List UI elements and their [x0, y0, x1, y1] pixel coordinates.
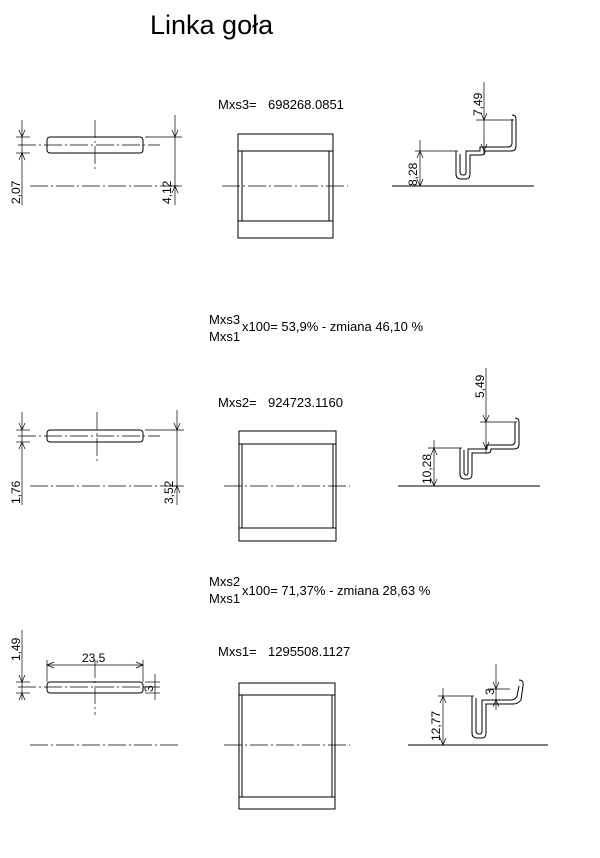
- ratio-2: [209, 574, 431, 606]
- cross-section-2: [9, 410, 184, 505]
- dim-label: 23,5: [82, 651, 106, 665]
- dim-label: 3: [483, 688, 497, 695]
- mxs-value: 698268.0851: [268, 97, 344, 112]
- ratio-1: [209, 312, 423, 344]
- dim-label: 4,12: [160, 180, 174, 204]
- dim-label: 3: [142, 685, 156, 692]
- dim-label: 7,49: [471, 92, 485, 116]
- dim-label: 1,49: [9, 637, 23, 661]
- mxs-label: Mxs1=: [218, 644, 257, 659]
- mxs-label: Mxs3=: [218, 97, 257, 112]
- dim-label: 3,52: [162, 480, 176, 504]
- dim-label: 5,49: [473, 374, 487, 398]
- ratio-text: x100= 71,37% - zmiana 28,63 %: [242, 583, 431, 598]
- top-view-1: [222, 134, 348, 238]
- mxs-value: 1295508.1127: [268, 644, 351, 659]
- ratio-numerator: Mxs3: [209, 312, 241, 327]
- section-mxs2: [9, 368, 540, 541]
- side-profile-3: [408, 664, 548, 745]
- dim-label: 8,28: [406, 162, 420, 186]
- top-view-2: [224, 431, 350, 541]
- mxs-label: Mxs2=: [218, 395, 257, 410]
- dim-label: 1,76: [9, 480, 23, 504]
- wire-top-view: [239, 683, 335, 809]
- cross-section-1: [9, 115, 182, 205]
- section-mxs3: [9, 82, 534, 238]
- dim-label: 12,77: [429, 710, 443, 741]
- section-mxs1: [9, 630, 548, 809]
- ratio-text: x100= 53,9% - zmiana 46,10 %: [242, 319, 424, 334]
- mxs-value: 924723.1160: [268, 395, 343, 410]
- page-title: Linka goła: [150, 10, 274, 40]
- side-profile-1: [392, 82, 534, 186]
- top-view-3: [224, 683, 350, 809]
- dim-label: 2,07: [9, 180, 23, 204]
- ratio-denominator: Mxs1: [209, 591, 241, 606]
- ratio-denominator: Mxs1: [209, 329, 241, 344]
- ratio-numerator: Mxs2: [209, 574, 241, 589]
- cross-section-3: [9, 630, 180, 745]
- side-profile-2: [398, 368, 540, 486]
- dim-label: 10,28: [420, 453, 434, 484]
